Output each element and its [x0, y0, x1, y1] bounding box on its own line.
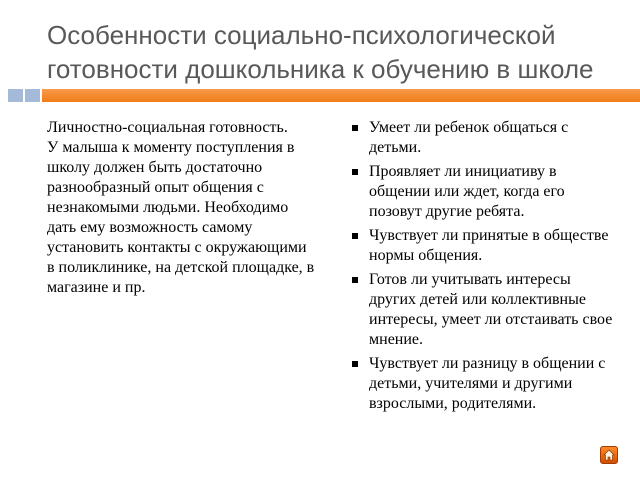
bullet-marker-icon [352, 169, 358, 175]
bullet-marker-icon [352, 361, 358, 367]
bullet-text: Проявляет ли инициативу в общении или ждет, когда его позовут другие ребята. [369, 163, 565, 220]
title-accent-bar [42, 89, 640, 102]
home-icon [603, 449, 615, 461]
bullet-text: Чувствует ли принятые в обществе нормы общения. [369, 227, 609, 264]
decoration-square [8, 89, 23, 102]
decoration-square [25, 89, 40, 102]
bullet-marker-icon [352, 233, 358, 239]
slide-title: Особенности социально-психологической готовности дошкольника к обучению в школе [47, 20, 594, 84]
bullet-text: Чувствует ли разницу в общении с детьми, учителями и другими взрослыми, родителями. [369, 355, 606, 412]
left-heading: Личностно-социальная готовность. [47, 119, 288, 136]
bullet-item [352, 354, 614, 414]
left-text-column [47, 118, 317, 298]
home-button[interactable] [600, 446, 618, 464]
bullet-item [352, 226, 614, 266]
bullet-item [352, 270, 614, 350]
bullet-marker-icon [352, 277, 358, 283]
bullet-item [352, 118, 614, 158]
left-body: У малыша к моменту поступления в школу должен быть достаточно разнообразный опыт общения с незнакомыми людьми. Необходимо дать ему возможность самому установить контакты с окружающими в поликлинике, на детской площадке, в магазине и пр. [47, 139, 315, 296]
bullet-marker-icon [352, 125, 358, 131]
bullet-list [352, 118, 614, 418]
bullet-item [352, 162, 614, 222]
bullet-text: Готов ли учитывать интересы других детей или коллективные интересы, умеет ли отстаивать свое мнение. [369, 271, 613, 348]
bullet-text: Умеет ли ребенок общаться с детьми. [369, 119, 569, 156]
title-decoration [8, 89, 40, 102]
